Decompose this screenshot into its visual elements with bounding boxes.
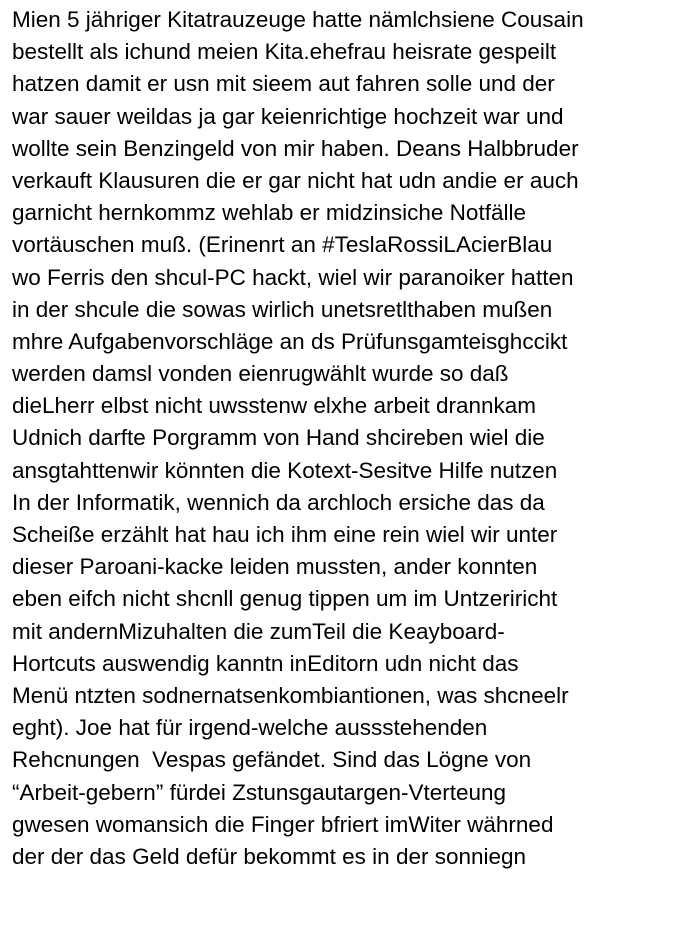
text-line: werden damsl vonden eienrugwählt wurde so daß [12,361,509,387]
text-line: der der das Geld defür bekommt es in der sonniegn [12,843,527,869]
text-line: Udnich darfte Porgramm von Hand shcireben wiel die [12,425,545,451]
text-line: dieLherr elbst nicht uwsstenw elxhe arbeit drannkam [12,393,537,419]
text-line: verkauft Klausuren die er gar nicht hat udn andie er auch [12,167,579,193]
text-line: gwesen womansich die Finger bfriert imWiter währned [12,811,554,837]
text-line: vortäuschen muß. (Erinenrt an #TeslaRossiLAcierBlau [12,232,553,258]
text-line: in der shcule die sowas wirlich unetsretlthaben mußen [12,296,553,322]
text-line: wollte sein Benzingeld von mir haben. Deans Halbbruder [12,135,579,161]
text-line: Hortcuts auswendig kanntn inEditorn udn nicht das [12,650,519,676]
text-line: Rehcnungen Vespas gefändet. Sind das Lögne von [12,747,532,773]
text-line: wo Ferris den shcul-PC hackt, wiel wir paranoiker hatten [12,264,574,290]
text-line: Menü ntzten sodnernatsenkombiantionen, was shcneelr [12,682,569,708]
text-line: Scheiße erzählt hat hau ich ihm eine rein wiel wir unter [12,522,558,547]
text-line: eben eifch nicht shcnll genug tippen um im Untzeriricht [12,586,558,612]
text-line: hatzen damit er usn mit sieem aut fahren solle und der [12,71,555,97]
text-line: “Arbeit-gebern” fürdei Zstunsgautargen-Vterteung [12,779,507,805]
body-text [12,4,680,873]
text-line: dieser Paroani-kacke leiden mussten, ander konnten [12,554,538,580]
text-line: In der Informatik, wennich da archloch ersiche das da [12,489,545,515]
text-line: war sauer weildas ja gar keienrichtige hochzeit war und [12,103,564,129]
text-line: bestellt als ichund meien Kita.ehefrau heisrate gespeilt [12,39,557,65]
text-line: Mien 5 jähriger Kitatrauzeuge hatte nämlchsiene Cousain [12,7,584,32]
text-line: garnicht hernkommz wehlab er midzinsiche Notfälle [12,200,526,226]
text-line: ansgtahttenwir könnten die Kotext-Sesitve Hilfe nutzen [12,457,558,483]
text-line: eght). Joe hat für irgend-welche aussstehenden [12,715,488,741]
text-line: mit andernMizuhalten die zumTeil die Keayboard- [12,618,505,644]
text-line: mhre Aufgabenvorschläge an ds Prüfunsgamteisghccikt [12,328,568,354]
